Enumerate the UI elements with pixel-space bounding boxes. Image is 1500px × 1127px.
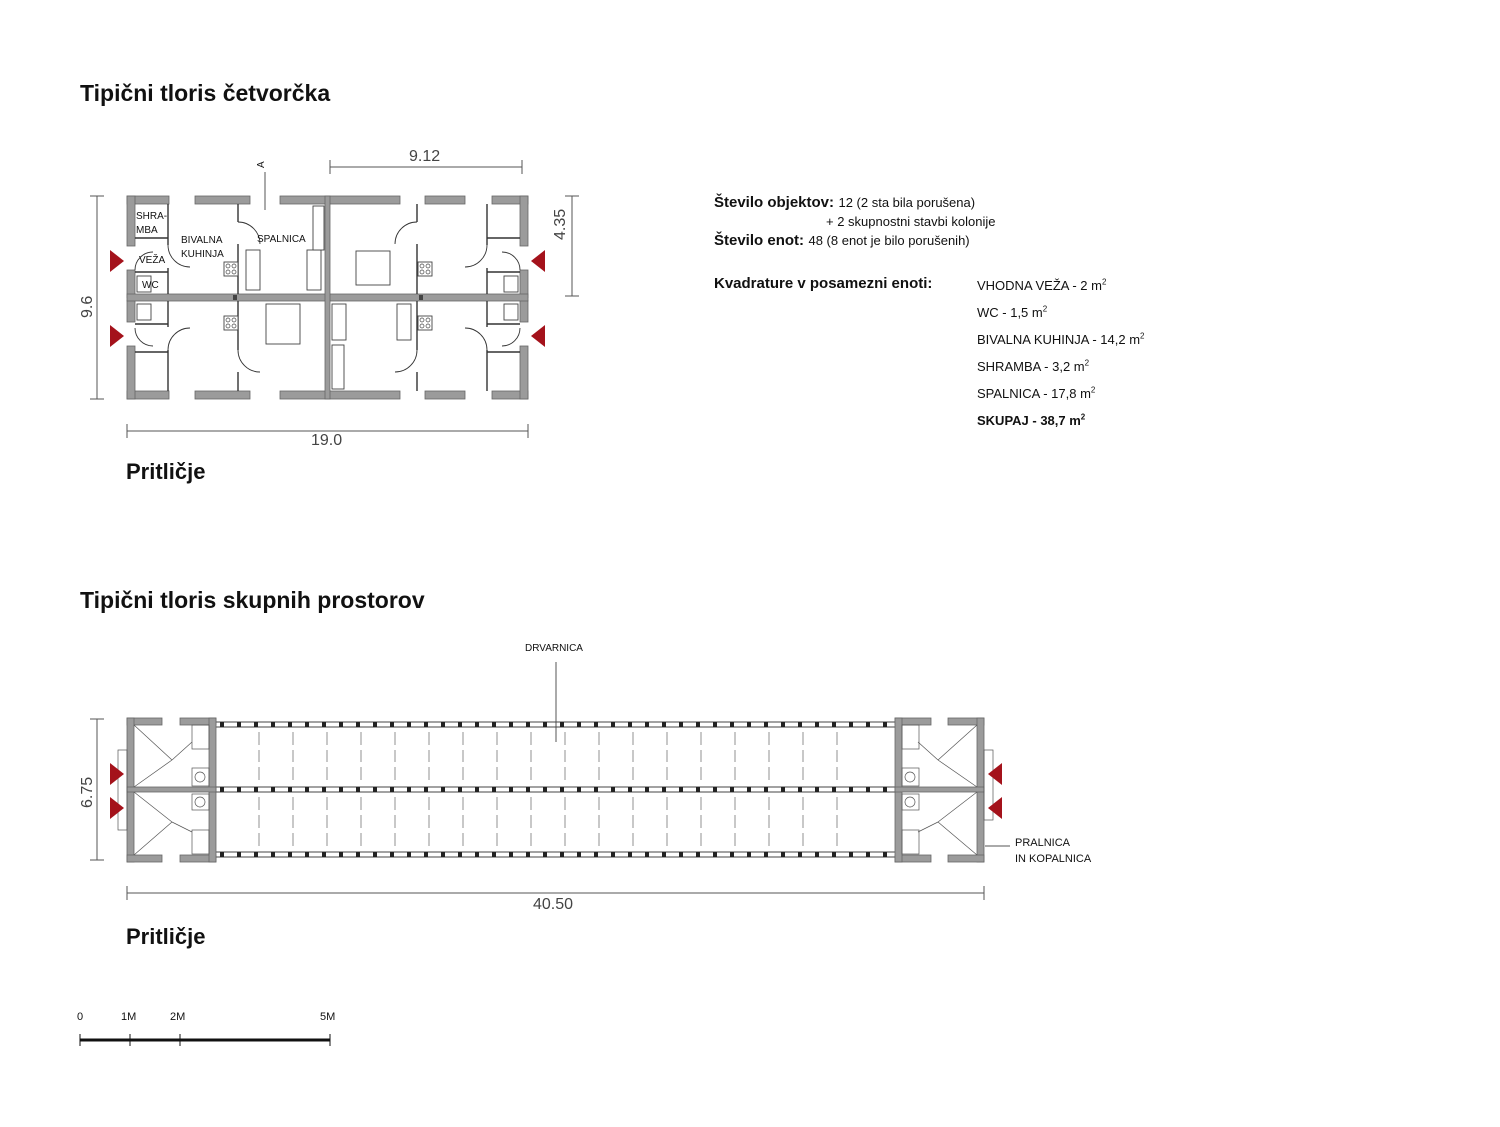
room-label-wc: WC bbox=[142, 280, 159, 291]
dim-right-unit-depth: 4.35 bbox=[552, 208, 569, 240]
room-label-spalnica: SPALNICA bbox=[257, 234, 306, 245]
areas-label: Kvadrature v posamezni enoti: bbox=[714, 275, 933, 292]
scale-tick-0: 0 bbox=[77, 1011, 84, 1023]
plan1-floor-label: Pritličje bbox=[126, 459, 206, 484]
dim-bottom-length: 19.0 bbox=[311, 432, 343, 449]
section-mark: A bbox=[256, 161, 267, 168]
room-label-veza: VEŽA bbox=[139, 255, 166, 266]
objects-label: Število objektov: bbox=[714, 194, 835, 211]
area-item-total: SKUPAJ - 38,7 $m^2$ bbox=[977, 412, 1086, 428]
label-pralnica: PRALNICA IN KOPALNICA bbox=[1015, 837, 1092, 865]
area-item-spalnica: SPALNICA - 17,8 $m^2$ bbox=[977, 385, 1096, 401]
area-item-shramba: SHRAMBA - 3,2 $m^2$ bbox=[977, 358, 1090, 374]
dim-left-common-depth: 6.75 bbox=[79, 776, 96, 808]
dim-top-unit-width: 9.12 bbox=[409, 148, 441, 165]
room-label-shramba: SHRA- MBA bbox=[136, 211, 168, 236]
label-drvarnica: DRVARNICA bbox=[525, 643, 583, 654]
area-item-wc: WC - 1,5 $m^2$ bbox=[977, 304, 1048, 320]
scale-tick-5m: 5M bbox=[320, 1011, 336, 1023]
title-common-plan: Tipični tloris skupnih prostorov bbox=[80, 587, 425, 613]
dim-bottom-common-length: 40.50 bbox=[533, 896, 574, 913]
plan2-floor-label: Pritličje bbox=[126, 924, 206, 949]
area-item-vhodna-veza: VHODNA VEŽA - 2 $m^2$ bbox=[977, 277, 1107, 293]
room-label-bivalna-kuhinja: BIVALNA KUHINJA bbox=[181, 235, 224, 260]
area-item-bivalna-kuhinja: BIVALNA KUHINJA - 14,2 $m^2$ bbox=[977, 331, 1145, 347]
scale-tick-1m: 1M bbox=[121, 1011, 137, 1023]
dim-left-depth: 9.6 bbox=[79, 295, 96, 318]
scale-tick-2m: 2M bbox=[170, 1011, 186, 1023]
scale-bar bbox=[80, 1034, 330, 1046]
objects-extra: + 2 skupnostni stavbi kolonije bbox=[826, 214, 996, 229]
title-quad-plan: Tipični tloris četvorčka bbox=[80, 80, 331, 106]
units-label: Število enot: bbox=[714, 232, 805, 249]
objects-value: 12 (2 sta bila porušena) bbox=[838, 195, 976, 210]
units-value: 48 (8 enot je bilo porušenih) bbox=[808, 233, 970, 248]
